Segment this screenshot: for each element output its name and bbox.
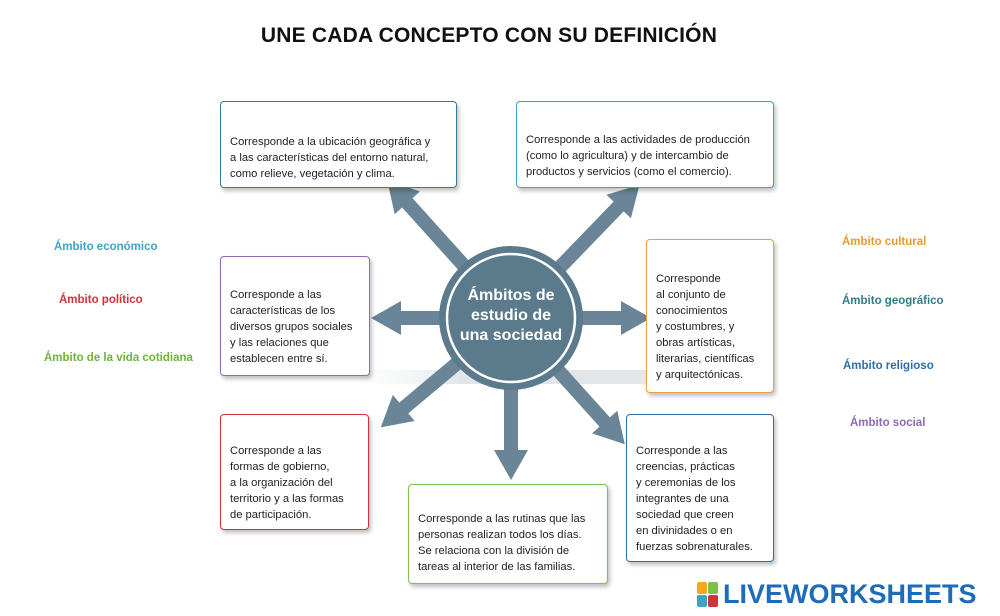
definition-box-politico[interactable] [220,414,369,530]
label-ambito-social[interactable]: Ámbito social [850,417,926,429]
center-label: Ámbitos de estudio de una sociedad [459,287,563,344]
label-ambito-economico[interactable]: Ámbito económico [54,241,158,253]
definition-text: Corresponde a las características de los diversos grupos sociales y las relaciones que establecen entre sí. [230,289,353,365]
definition-box-religioso[interactable] [626,414,774,562]
brand-text: LIVEWORKSHEETS [723,579,977,609]
definition-text: Corresponde a las rutinas que las personas realizan todos los días. Se relaciona con la división de tareas al interior de las familias. [418,513,586,573]
definition-box-economico[interactable] [516,101,774,188]
definition-text: Corresponde a la ubicación geográfica y a las características del entorno natural, como relieve, vegetación y clima. [230,136,431,180]
label-ambito-vida-cotidiana[interactable]: Ámbito de la vida cotidiana [44,352,193,364]
liveworksheets-logo [697,579,977,610]
definition-text: Corresponde a las creencias, prácticas y ceremonias de los integrantes de una sociedad que creen en divinidades o en fuerzas sobrenaturales. [636,445,753,553]
liveworksheets-icon [697,582,719,608]
definition-text: Corresponde a las formas de gobierno, a la organización del territorio y a las formas de participación. [230,445,344,521]
definition-box-cultural[interactable] [646,239,774,393]
definition-box-geografico[interactable] [220,101,457,188]
label-ambito-geografico[interactable]: Ámbito geográfico [842,295,944,307]
label-ambito-religioso[interactable]: Ámbito religioso [843,360,934,372]
label-ambito-politico[interactable]: Ámbito político [59,294,143,306]
definition-box-cotidiana[interactable] [408,484,608,584]
definition-text: Corresponde al conjunto de conocimientos y costumbres, y obras artísticas, literarias, científicas y arquitectónicas. [656,273,755,381]
page-title: UNE CADA CONCEPTO CON SU DEFINICIÓN [260,24,718,47]
definition-box-social[interactable] [220,256,370,376]
label-ambito-cultural[interactable]: Ámbito cultural [842,236,927,248]
definition-text: Corresponde a las actividades de producción (como lo agricultura) y de intercambio de productos y servicios (como el comercio). [526,134,750,178]
